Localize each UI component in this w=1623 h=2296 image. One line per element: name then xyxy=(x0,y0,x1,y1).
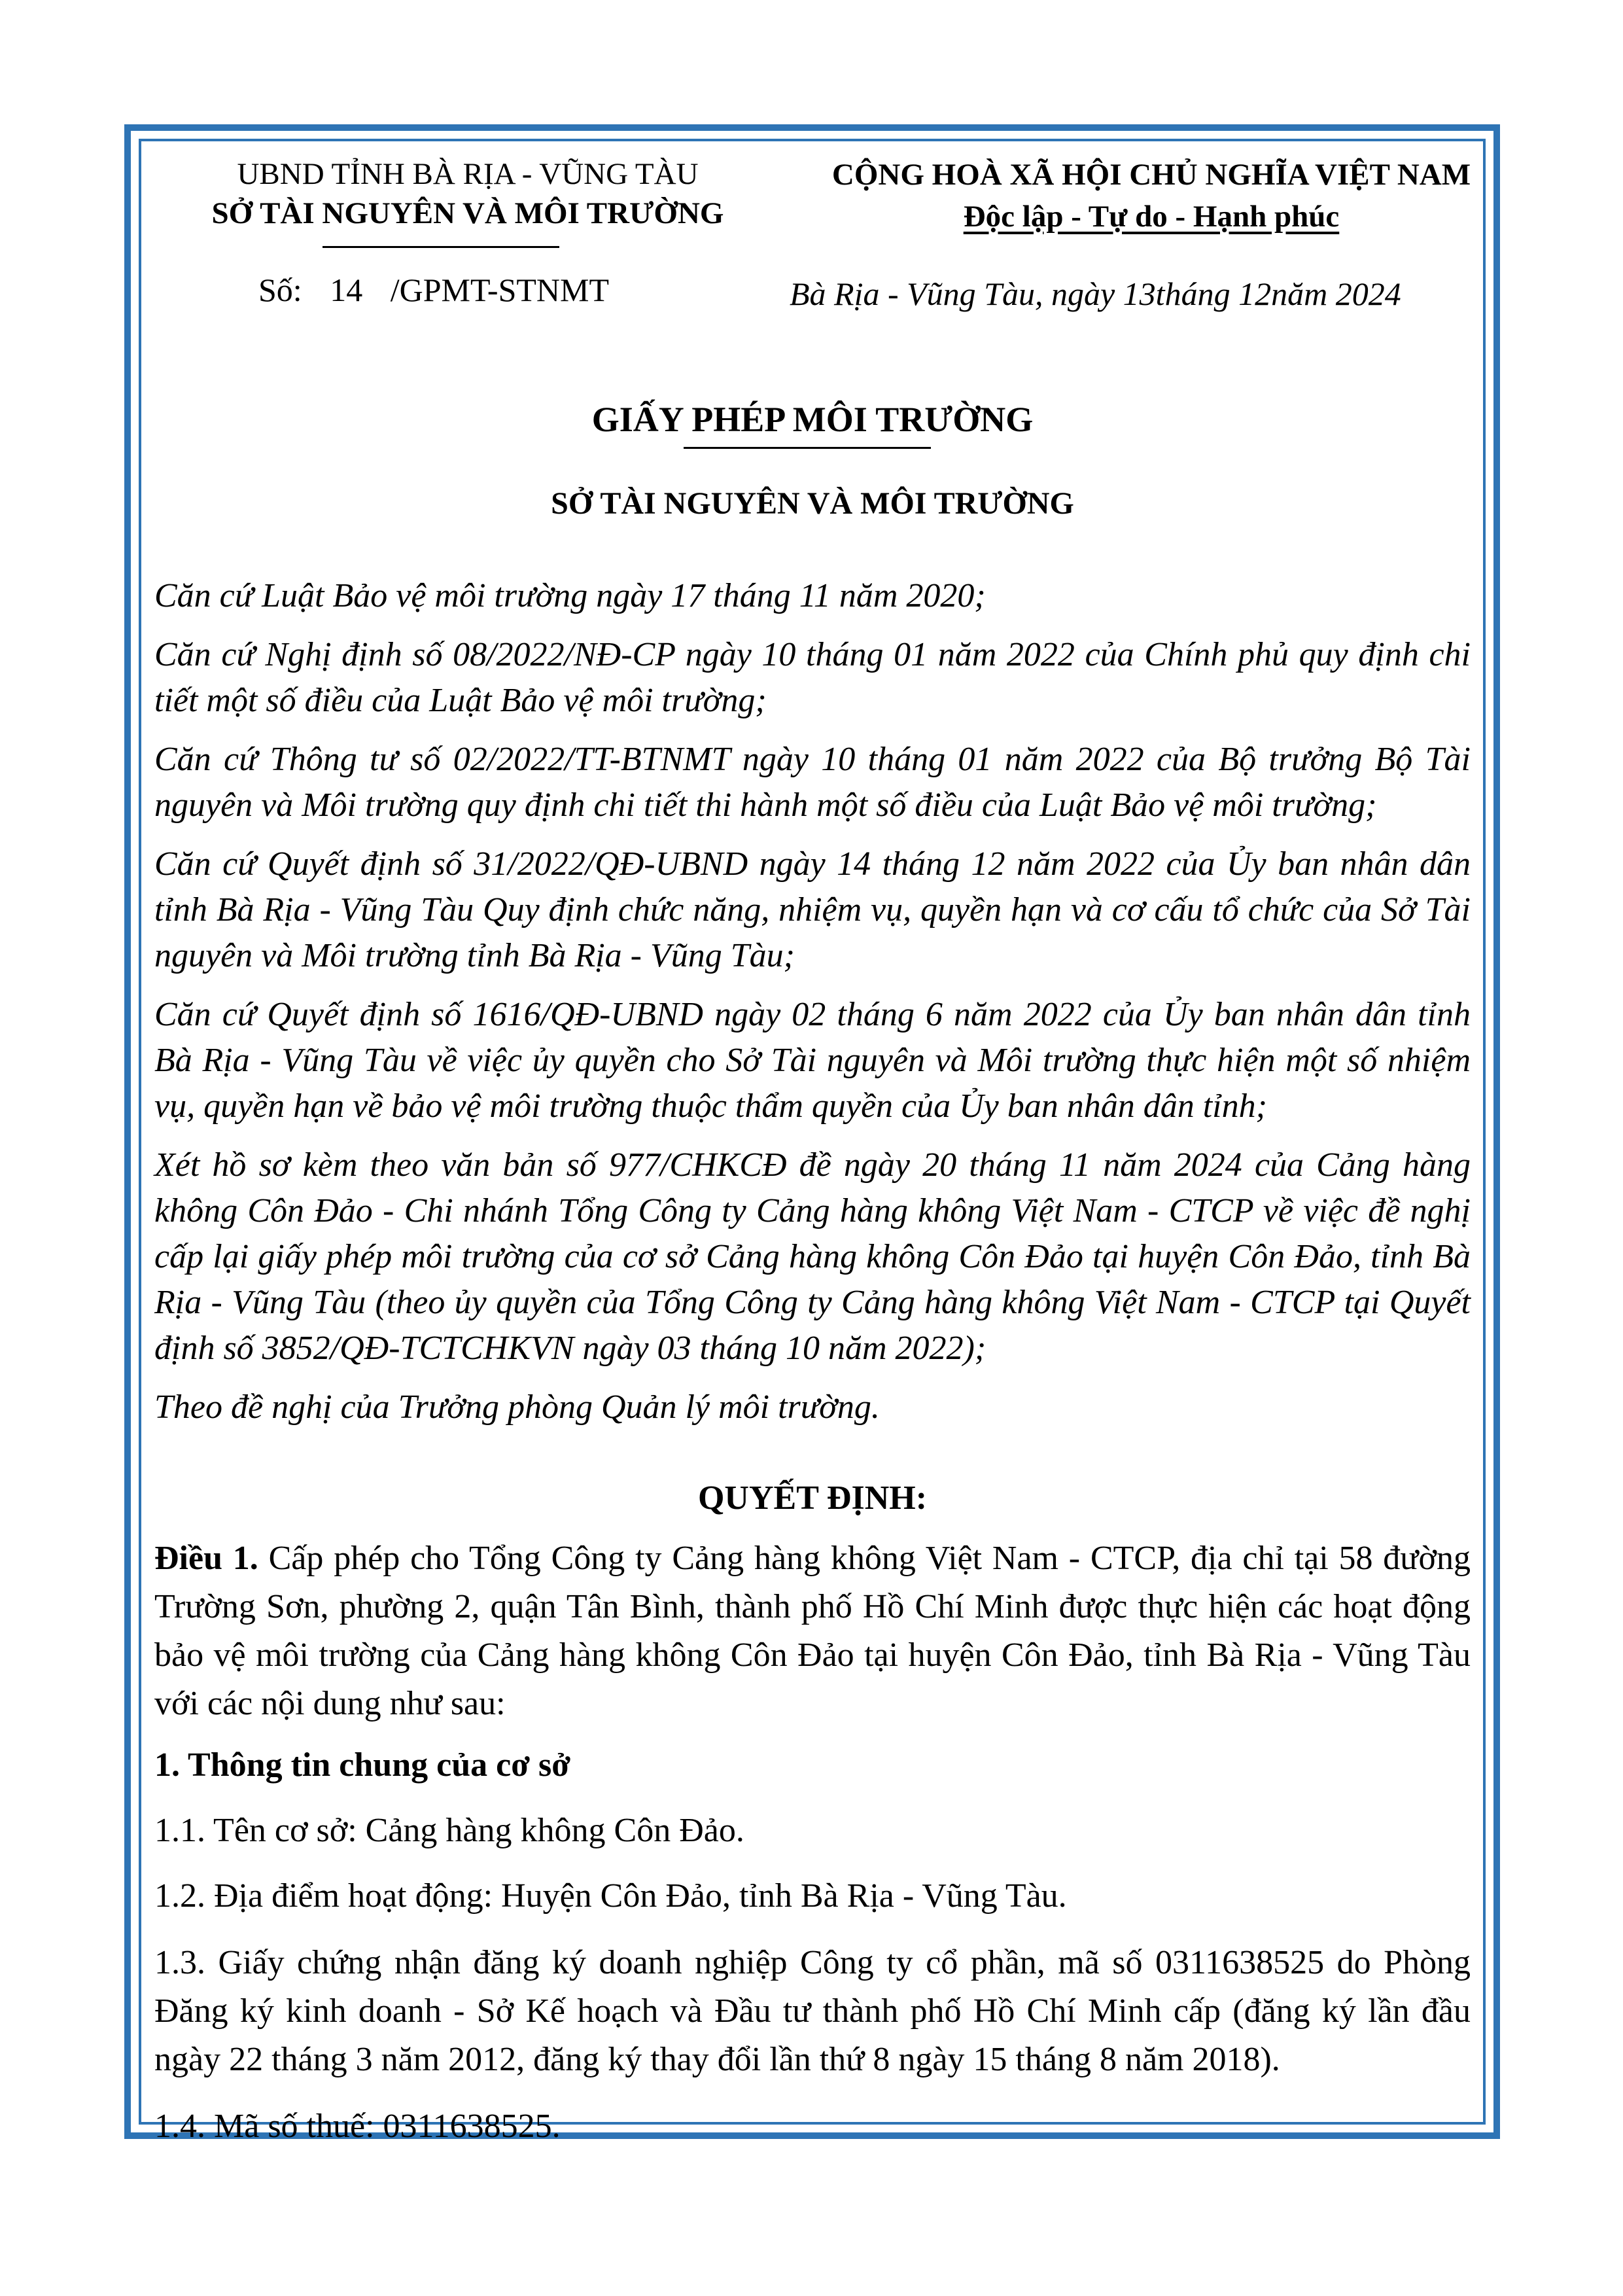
date-year-label: năm xyxy=(1271,275,1328,312)
agency-parent: UBND TỈNH BÀ RỊA - VŨNG TÀU xyxy=(237,157,699,191)
issue-date xyxy=(790,275,1401,313)
doc-number-value: 14 xyxy=(330,272,363,308)
country-name: CỘNG HOÀ XÃ HỘI CHỦ NGHĨA VIỆT NAM xyxy=(831,158,1471,192)
date-month-label: tháng xyxy=(1155,275,1230,312)
article-1-label: Điều 1. xyxy=(154,1540,258,1577)
decision-section xyxy=(154,1475,1471,2149)
info-item: 1.3. Giấy chứng nhận đăng ký doanh nghiệp Công ty cổ phần, mã số 0311638525 do Phòng Đăng ký kinh doanh - Sở Kế hoạch và Đầu tư thành phố Hồ Chí Minh cấp (đăng ký lần đầu ngày 22 tháng 3 năm 2012, đăng ký thay đổi lần thứ 8 ngày 15 tháng 8 năm 2018). xyxy=(154,1944,1471,2078)
issuer-heading-text: SỞ TÀI NGUYÊN VÀ MÔI TRƯỜNG xyxy=(551,486,1074,521)
basis-item: Căn cứ Quyết định số 1616/QĐ-UBND ngày 02 tháng 6 năm 2022 của Ủy ban nhân dân tỉnh Bà Rịa - Vũng Tàu về việc ủy quyền cho Sở Tài nguyên và Môi trường thực hiện một số nhiệm vụ, quyền hạn về bảo vệ môi trường thuộc thẩm quyền của Ủy ban nhân dân tỉnh; xyxy=(154,996,1471,1125)
agency-name: SỞ TÀI NGUYÊN VÀ MÔI TRƯỜNG xyxy=(211,196,724,230)
article-1-text: Cấp phép cho Tổng Công ty Cảng hàng không Việt Nam - CTCP, địa chỉ tại 58 đường Trường Sơn, phường 2, quận Tân Bình, thành phố Hồ Chí Minh được thực hiện các hoạt động bảo vệ môi trường của Cảng hàng không Côn Đảo tại huyện Côn Đảo, tỉnh Bà Rịa - Vũng Tàu với các nội dung như sau: xyxy=(154,1540,1471,1722)
doc-number-suffix: /GPMT-STNMT xyxy=(390,272,610,308)
basis-item: Căn cứ Thông tư số 02/2022/TT-BTNMT ngày 10 tháng 01 năm 2022 của Bộ trưởng Bộ Tài nguyên và Môi trường quy định chi tiết thi hành một số điều của Luật Bảo vệ môi trường; xyxy=(154,741,1471,824)
title-underline xyxy=(684,447,931,449)
basis-item: Căn cứ Luật Bảo vệ môi trường ngày 17 tháng 11 năm 2020; xyxy=(154,577,986,614)
basis-item: Xét hồ sơ kèm theo văn bản số 977/CHKCĐ đề ngày 20 tháng 11 năm 2024 của Cảng hàng không Côn Đảo - Chi nhánh Tổng Công ty Cảng hàng không Việt Nam - CTCP về việc đề nghị cấp lại giấy phép môi trường của cơ sở Cảng hàng không Côn Đảo tại huyện Côn Đảo, tỉnh Bà Rịa - Vũng Tàu (theo ủy quyền của Tổng Công ty Cảng hàng không Việt Nam - CTCP tại Quyết định số 3852/QĐ-TCTCHKVN ngày 03 tháng 10 năm 2022); xyxy=(154,1146,1471,1367)
basis-item: Căn cứ Nghị định số 08/2022/NĐ-CP ngày 10 tháng 01 năm 2022 của Chính phủ quy định chi tiết một số điều của Luật Bảo vệ môi trường; xyxy=(154,636,1471,719)
legal-bases xyxy=(154,573,1471,1430)
doc-number-label: Số: xyxy=(258,272,302,308)
agency-block xyxy=(164,154,772,233)
basis-item: Theo đề nghị của Trưởng phòng Quản lý môi trường. xyxy=(154,1388,880,1426)
date-year: 2024 xyxy=(1335,275,1401,312)
article-1 xyxy=(154,1534,1471,1728)
date-prefix: Bà Rịa - Vũng Tàu, ngày xyxy=(790,275,1115,312)
date-month: 12 xyxy=(1238,275,1272,312)
info-item: 1.2. Địa điểm hoạt động: Huyện Côn Đảo, tỉnh Bà Rịa - Vũng Tàu. xyxy=(154,1877,1067,1915)
document-title xyxy=(154,399,1471,440)
section-1-heading: 1. Thông tin chung của cơ sở xyxy=(154,1746,571,1784)
date-day: 13 xyxy=(1123,275,1156,312)
motto xyxy=(811,195,1492,238)
motto-text: Độc lập - Tự do - Hạnh phúc xyxy=(963,200,1340,234)
national-block xyxy=(811,154,1492,238)
info-item: 1.4. Mã số thuế: 0311638525. xyxy=(154,2108,561,2145)
document-number xyxy=(258,271,609,309)
document-title-text: GIẤY PHÉP MÔI TRƯỜNG xyxy=(591,400,1034,439)
info-item: 1.1. Tên cơ sở: Cảng hàng không Côn Đảo. xyxy=(154,1812,744,1849)
decision-heading: QUYẾT ĐỊNH: xyxy=(697,1479,928,1517)
issuer-heading xyxy=(154,486,1471,521)
basis-item: Căn cứ Quyết định số 31/2022/QĐ-UBND ngày 14 tháng 12 năm 2022 của Ủy ban nhân dân tỉnh Bà Rịa - Vũng Tàu Quy định chức năng, nhiệm vụ, quyền hạn và cơ cấu tổ chức của Sở Tài nguyên và Môi trường tỉnh Bà Rịa - Vũng Tàu; xyxy=(154,845,1471,974)
agency-underline xyxy=(323,246,559,248)
